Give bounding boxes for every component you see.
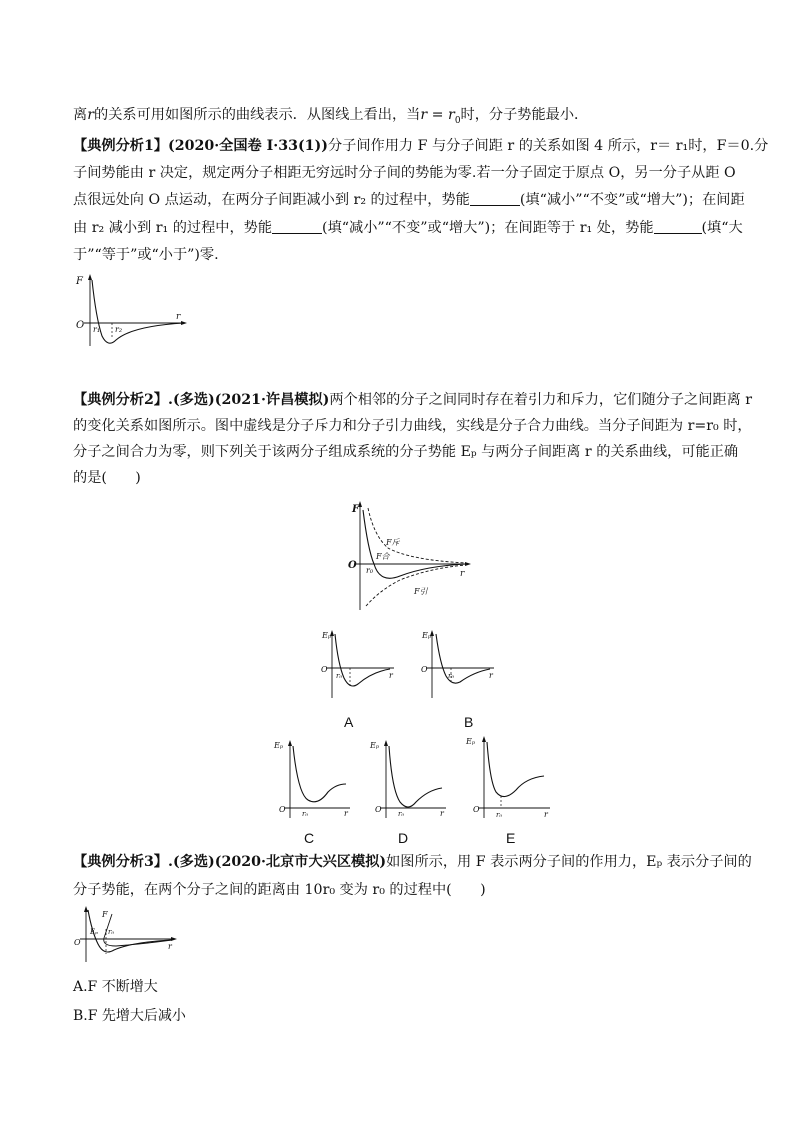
ex3-fig-F: F <box>102 910 108 919</box>
option-c-r0: r₀ <box>302 810 309 818</box>
ex1-blank-3[interactable] <box>654 219 702 234</box>
option-d-label[interactable]: D <box>398 830 409 846</box>
ex1-source: (2020·全国卷 Ⅰ·33(1)) <box>168 138 328 154</box>
ex1-blank-1[interactable] <box>470 191 520 206</box>
ex1-text-5: 于”“等于”或“小于”)零. <box>73 247 219 263</box>
option-c-figure <box>272 736 352 820</box>
intro-line <box>73 105 588 131</box>
intro-text-1: 离 <box>73 107 88 123</box>
ex2-fig-Fhe: F合 <box>376 552 390 561</box>
ex2-fig-Fchi: F斥 <box>386 538 400 547</box>
ex3-fig-r: r <box>168 942 172 951</box>
ex2-fig-O: O <box>348 560 357 571</box>
intro-r: r <box>87 107 94 123</box>
option-a-label[interactable]: A <box>344 714 354 730</box>
ex3-fig-r0: r₀ <box>108 928 115 936</box>
option-e-label[interactable]: E <box>506 830 516 846</box>
option-a-r: r <box>389 671 393 680</box>
option-d-r0: r₀ <box>398 810 405 818</box>
option-b-r0: r₀ <box>448 672 455 680</box>
option-c-r: r <box>344 809 348 818</box>
ex1-line-2 <box>73 163 736 183</box>
ex2-text-3: 分子之间合力为零，则下列关于该两分子组成系统的分子势能 Eₚ 与两分子间距离 r 的关系曲线，可能正确 <box>73 444 739 460</box>
intro-subscript: 0 <box>454 115 461 126</box>
ex1-blank-2[interactable] <box>272 219 322 234</box>
ex1-line-3 <box>73 190 745 210</box>
ex2-text-2: 的变化关系如图所示。图中虚线是分子斥力和分子引力曲线，实线是分子合力曲线。当分子间距为 r=r₀ 时， <box>73 418 752 434</box>
ex1-fig-r2: r₂ <box>115 325 123 334</box>
option-d-O: O <box>375 805 382 814</box>
ex1-fig-F: F <box>76 276 83 287</box>
option-e-r0: r₀ <box>496 811 503 819</box>
ex2-line-2 <box>73 416 752 436</box>
option-c-Ep: Eₚ <box>274 741 284 750</box>
ex1-force-figure <box>72 270 192 350</box>
ex3-source: .(多选)(2020·北京市大兴区模拟) <box>168 854 387 870</box>
ex2-source: .(多选)(2021·许昌模拟) <box>168 392 330 408</box>
ex1-fig-O: O <box>76 320 85 331</box>
intro-equation: r = r <box>420 107 455 123</box>
option-b-r: r <box>489 671 493 680</box>
option-a-r0: r₀ <box>336 672 343 680</box>
ex2-fig-Fyin: F引 <box>414 587 428 596</box>
ex3-option-b[interactable]: B.F 先增大后减小 <box>73 1008 186 1024</box>
ex3-figure <box>72 904 182 964</box>
ex1-text-1: 分子间作用力 F 与分子间距 r 的关系如图 4 所示，r＝ r₁时，F＝0.分 <box>327 138 769 154</box>
option-b-label[interactable]: B <box>464 714 474 730</box>
option-d-Ep: Eₚ <box>370 741 380 750</box>
option-e-O: O <box>473 805 480 814</box>
option-c-O: O <box>279 805 286 814</box>
ex3-option-a[interactable]: A.F 不断增大 <box>73 979 158 995</box>
ex1-text-4c: (填“大 <box>701 220 743 236</box>
option-d-r: r <box>440 809 444 818</box>
option-a-figure <box>320 628 396 700</box>
option-e-figure <box>464 732 552 820</box>
option-b-figure <box>420 628 496 700</box>
option-a-O: O <box>321 665 328 674</box>
option-a-Ep: Eₚ <box>322 631 332 640</box>
ex3-text-1: 如图所示，用 F 表示两分子间的作用力，Eₚ 表示分子间的 <box>386 854 752 870</box>
ex3-line-1 <box>73 852 752 872</box>
ex2-text-1: 两个相邻的分子之间同时存在着引力和斥力，它们随分子之间距离 r <box>329 392 753 408</box>
ex2-line-3 <box>73 442 738 462</box>
ex2-text-4: 的是( ) <box>73 470 141 486</box>
ex1-text-4a: 由 r₂ 减小到 r₁ 的过程中，势能 <box>73 220 273 236</box>
ex2-fig-r: r <box>460 569 465 579</box>
ex1-text-2: 子间势能由 r 决定，规定两分子相距无穷远时分子间的势能为零.若一分子固定于原点 O，另一分子从距 O <box>73 165 736 181</box>
ex3-fig-Ep: Eₚ <box>90 928 98 936</box>
ex2-line-4 <box>73 468 141 488</box>
option-d-figure <box>368 736 448 820</box>
ex1-text-4b: (填“减小”“不变”或“增大”)；在间距等于 r₁ 处，势能 <box>322 220 654 236</box>
ex1-line-1 <box>73 136 768 156</box>
option-c-label[interactable]: C <box>304 830 315 846</box>
ex2-tag: 【典例分析2】 <box>73 392 168 408</box>
ex3-text-2: 分子势能，在两个分子之间的距离由 10r₀ 变为 r₀ 的过程中( ) <box>73 882 486 898</box>
ex1-tag: 【典例分析1】 <box>73 138 168 154</box>
ex3-tag: 【典例分析3】 <box>73 854 168 870</box>
ex1-fig-r: r <box>176 312 181 322</box>
intro-text-2: 的关系可用如图所示的曲线表示．从图线上看出，当 <box>94 107 421 123</box>
intro-text-3: 时，分子势能最小． <box>460 107 589 123</box>
option-e-r: r <box>544 810 548 819</box>
ex1-fig-r1: r₁ <box>93 325 101 334</box>
ex1-text-3a: 点很远处向 O 点运动，在两分子间距减小到 r₂ 的过程中，势能 <box>73 192 470 208</box>
ex2-fig-F: F <box>352 504 360 515</box>
ex2-fig-r0: r₀ <box>366 566 374 575</box>
option-b-O: O <box>421 665 428 674</box>
option-b-Ep: Eₚ <box>422 631 432 640</box>
ex1-line-5 <box>73 245 219 265</box>
ex2-force-figure <box>340 498 480 614</box>
option-e-Ep: Eₚ <box>466 737 476 746</box>
ex3-line-2 <box>73 880 486 900</box>
ex2-line-1 <box>73 390 752 410</box>
ex1-text-3b: (填“减小”“不变”或“增大”)；在间距 <box>519 192 745 208</box>
ex1-line-4 <box>73 218 743 238</box>
ex3-fig-O: O <box>74 938 81 947</box>
